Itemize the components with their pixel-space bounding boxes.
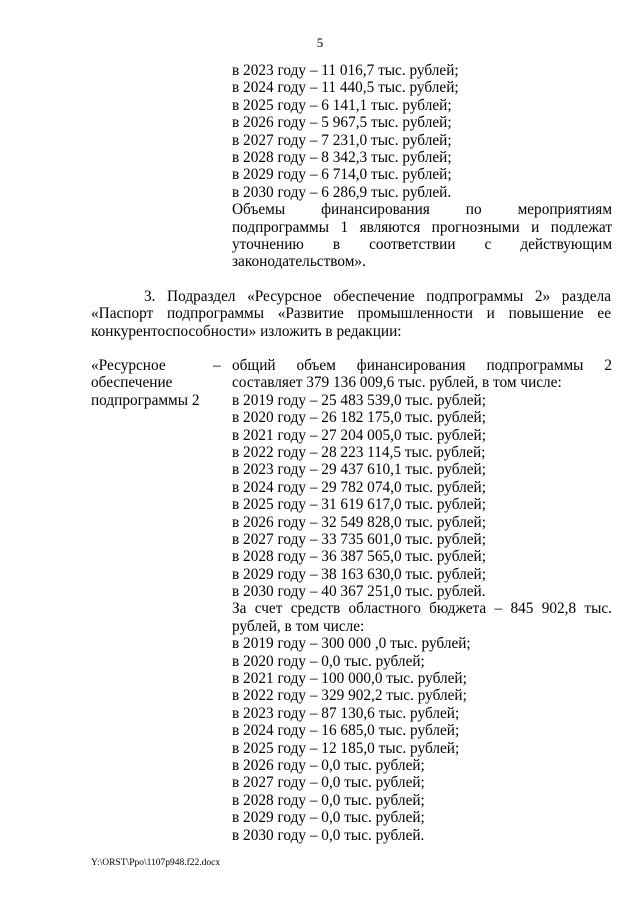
page-number: 5 [316,35,324,50]
list-item: в 2023 году – 87 130,6 тыс. рублей; [232,704,460,722]
regional-line: За счет средств областного бюджета – 845 902,8 тыс. [232,600,612,618]
note-line: Объемы финансирования по мероприятиям [232,201,612,219]
list-item: в 2024 году – 29 782 074,0 тыс. рублей; [232,478,486,496]
list-item: в 2028 году – 36 387 565,0 тыс. рублей; [232,548,486,566]
note-line: законодательством». [232,253,366,271]
list-item: в 2020 году – 26 182 175,0 тыс. рублей; [232,409,486,427]
list-item: в 2019 году – 300 000 ,0 тыс. рублей; [232,635,471,653]
list-item: в 2029 году – 38 163 630,0 тыс. рублей; [232,565,486,583]
label-line: «Ресурсное [91,357,166,374]
list-item: в 2030 году – 40 367 251,0 тыс. рублей. [232,583,486,601]
list-item: в 2029 году – 0,0 тыс. рублей; [232,809,425,827]
label-line: подпрограммы 2 [91,391,200,409]
resource-label [91,357,221,409]
list-item: в 2026 году – 32 549 828,0 тыс. рублей; [232,513,486,531]
list-item: в 2023 году – 29 437 610,1 тыс. рублей; [232,461,486,479]
paragraph-line: «Паспорт подпрограммы «Развитие промышленности и повышение ее [91,305,611,323]
list-item: в 2027 году – 7 231,0 тыс. рублей; [232,131,452,149]
list-item: в 2024 году – 11 440,5 тыс. рублей; [232,79,459,97]
list-item: в 2021 году – 100 000,0 тыс. рублей; [232,670,467,688]
label-dash: – [213,357,221,374]
note-line: подпрограммы 1 являются прогнозными и подлежат [232,218,612,236]
list-item: в 2026 году – 5 967,5 тыс. рублей; [232,114,452,132]
list-item: в 2021 году – 27 204 005,0 тыс. рублей; [232,426,486,444]
section-3-paragraph [91,288,611,340]
list-item: в 2023 году – 11 016,7 тыс. рублей; [232,62,459,79]
top-funding-list [232,62,612,271]
footer-file-path: Y:\ORST\Ppo\1107p948.f22.docx [91,858,221,868]
regional-line: рублей, в том числе: [232,617,365,635]
list-item: в 2027 году – 33 735 601,0 тыс. рублей; [232,530,486,548]
list-item: в 2030 году – 0,0 тыс. рублей. [232,826,425,844]
list-item: в 2026 году – 0,0 тыс. рублей; [232,756,425,774]
list-item: в 2028 году – 8 342,3 тыс. рублей; [232,148,452,166]
list-item: в 2024 году – 16 685,0 тыс. рублей; [232,722,460,740]
list-item: в 2030 году – 6 286,9 тыс. рублей. [232,183,452,201]
total-line: общий объем финансирования подпрограммы 2 [232,357,612,374]
list-item: в 2028 году – 0,0 тыс. рублей; [232,791,425,809]
list-item: в 2025 году – 31 619 617,0 тыс. рублей; [232,496,486,514]
list-item: в 2027 году – 0,0 тыс. рублей; [232,774,425,792]
paragraph-line: 3. Подраздел «Ресурсное обеспечение подпрограммы 2» раздела [144,288,611,305]
list-item: в 2022 году – 28 223 114,5 тыс. рублей; [232,443,486,461]
list-item: в 2025 году – 6 141,1 тыс. рублей; [232,96,452,114]
label-line: обеспечение [91,374,173,392]
list-item: в 2029 году – 6 714,0 тыс. рублей; [232,166,452,184]
note-line: уточнению в соответствии с действующим [232,235,612,253]
list-item: в 2020 году – 0,0 тыс. рублей; [232,652,425,670]
paragraph-line: конкурентоспособности» изложить в редакции: [91,322,402,340]
resource-content [232,357,612,844]
list-item: в 2019 году – 25 483 539,0 тыс. рублей; [232,391,486,409]
total-line: составляет 379 136 009,6 тыс. рублей, в том числе: [232,374,562,392]
list-item: в 2022 году – 329 902,2 тыс. рублей; [232,687,467,705]
list-item: в 2025 году – 12 185,0 тыс. рублей; [232,739,460,757]
